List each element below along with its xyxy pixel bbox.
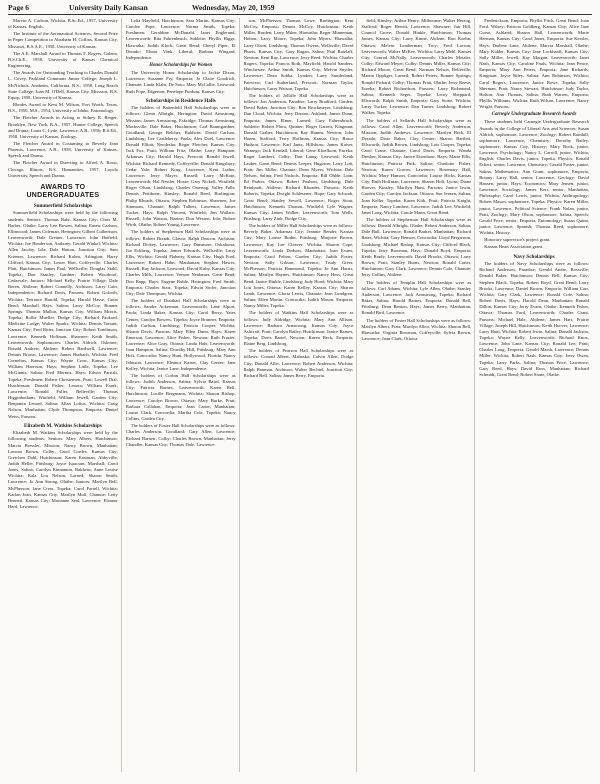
subheading-residence-halls: Scholarships in Residence Halls bbox=[145, 97, 216, 104]
page-number: Page 6 bbox=[8, 2, 30, 12]
subheading-carnegie: Carnegie Undergraduate Research Awards bbox=[491, 112, 577, 118]
paragraph: Summerfield Scholarships were held by the following students: Seniors: Thomas Bahr, Kansas City; Chris M. Barber, Olathe; Larry Lee Bowen, Salina; Ernest Carlson, Ellinwood; James Coleman, Herington; Gilbert Culbertson, Leavenworth; Dale Greiner, Lawrence; John Hatfield, Wichita; Joe Henderson, Anthony; Gerald Winkel; Wichita; Allen Jacoby, Iola; Dale Hutton, Junction City; Sam Kroener, Lawrence; Richard Kohm, Arlington; Harry Clifford, Kansas City; Lester Hart, Coffeyville; Charles Platt, Hutchinson; James Paul, Wellsville; Douglas Stahl, Topeka; Don Stanley, Gardner; Robert Woodroof, Cedarvale; Juniors: Michael Kelly, Prairie Village; Dale Beren, Abilene; Robert Connelly, Atchison; Larry Cain, Independence; Richard Davis, Parsons; Robert Goforth, Wichita; Terrance Harold, Topeka; Harold Hasse, Great Bend; Marshall Hays, Salina; Larry McCoy, Bonner Springs; Thomas Mallon, Kansas City; William Morris, Topeka; Rollie Mueller, Dodge City; Richard Packard, Medicine Lodge; Walter Sparks, Wichita; Dennis Tarrant, Kansas City; Fred Ritter, Junction City; Robert Tomlinson, Lawrence; Kenneth Hoffman, Shawnee; Keith Smith, Leavenworth; Sophomores: Charles Aldrich, Osborne; Ronald Andrew, Abilene; Robert Bardwell, Lawrence; Dennis Brown, Lawrence; James Burbach, Wichita; Fred Cornelius, Kansas City; Wayne Crow, Kansas City; William Harrison, Hays; Stephen Little, Topeka; Lee McGinnis, Salina; Fred Mermis, Hays; Edwin Parrish, Topeka; Freshmen: Robert Christensen, Pratt; Lowell Dial, Hutchinson; Donald Fisher, Lenora; William Frank, Lawrence; Ronald Fuller, Belleville; Thomas Higginbotham, Winfield; William Jewell, Garden City; Benjamin Lenard, Salina; Allan Loftus, Wichita; Craig Nelson, Manhattan; Clyde Thompson, Emporia; Daniel Weiss, Parsons. bbox=[8, 210, 118, 419]
paragraph: These students held Carnegie Undergraduate Research Awards in the College of Liberal Arts and Sciences: Susan Aldrich, sophomore, Lawrence, Zoology; Robert Barnhill, sophomore, Lawrence, Chemistry; Dorothy Bailey, sophomore, Kansas City, History; Mary Bock, junior, Lawrence, Psychology; Nancy L. Carroll, junior, Wichita, English; Charles Davis, junior, Topeka, Physics; Ronald Eckert, senior, Lawrence, Chemistry; Gerald Foster, junior, Salina, Mathematics; Ann Grant, sophomore, Emporia, Botany; Larry Hall, senior, Lawrence, Geology; David Hansen, junior, Hays, Economics; Mary Jensen, junior, Lawrence, Sociology; James Kerr, senior, Manhattan, Philosophy; Carol Lewis, junior, Wichita, Anthropology; Robert Mason, sophomore, Topeka, Physics; Karen Miller, junior, Lawrence, Political Science; Frank Nolan, junior, Pratt, Zoology; Mary Olson, sophomore, Salina, Speech; Gerald Price, senior, Emporia, Entomology; Susan Quinn, junior, Lawrence, Spanish; Thomas Reed, sophomore, Wichita, History. bbox=[479, 119, 589, 236]
paragraph: The holders of Foster Hall Scholarships were as follows: Marilyn Albert, Pratt; Marilyn Allen, Wichita; Sharon Bell, Hiawatha; Virginia Bowman, Coffeyville; Sylvia Brown, Lawrence; Joan Clark, Ottawa. bbox=[361, 317, 472, 341]
issue-date: Wednesday, May 20, 1959 bbox=[191, 2, 275, 12]
subheading-honor-women: Honor Scholarships for Women bbox=[149, 63, 213, 69]
column-1 bbox=[8, 18, 122, 772]
paragraph: The University Honor Scholarship to Jackie Dixon, Lawrence; Susanne Fry, Emporia; Jo Claire Goodrich, Chanute; Linda Klahr, De Soto; Mary McCallie, Leawood; Ruth Pope, Edgerton; Penelope Purdum, Kansas City. bbox=[125, 70, 236, 94]
subheading-watkins: Elizabeth M. Watkins Scholarships bbox=[24, 422, 102, 429]
paragraph: Frederickson, Emporia; Phyllis Fitch, Great Bend; Joan Ford, Wilsey; Patricia Goldberg, Kansas City; Alice Jane Gorse, Ashland; Sharon Hall, Leavenworth; Marie Herman, Kansas City; Carol Jones, Emporia; Sue Kessler, Hays; Darlene Lane, Abilene; Marcia Marshall, Olathe; Mary Kidder, Kansas City; Jane Lockhardt, Kansas City; Sally Miller, Jewell; Kay Morgan, Leavenworth; Janet Nash, Kansas City; Caroline Pauls, Wichita; Jean Pence, Emporia; Mary Ann Peters, Emporia; Jane Richards, Kingman; Joyce Riley, Salina; Ann Robinson, Wichita; Carol Rogers, Lawrence; Janice Rowe, Topeka; Sally Sherman, Pratt; Nancy Stewart, Hutchinson; Judy Taylor, Holton; Ann Thomas, Salina; Ruth Warren, Emporia; Phyllis Williams, Wichita; Ruth Wilson, Lawrence; Nancy Wright, Parsons. bbox=[479, 18, 589, 110]
page-header bbox=[8, 0, 592, 15]
paragraph: The holders of Stephenson Hall Scholarships were as follows: Robert Brandt, Glasco; Ralph Deacon, Atchison; Richard Dickey, Lawrence; Gary Dinsmore, Oskaloosa; Joe Eckberg, Topeka; James Edwards, Wellsville; Larry Ellis, Wichita; Gerald Flaherty, Kansas City; Hugh Ford, Lawrence; Robert Hahn, Manhattan; Stephen Hawes, Russell; Ray Jackson, Leawood; David Kirby, Kansas City; Charles Mills, Lawrence; Vernon Neubauer, Great Bend; Don Rapp, Hays; Eugene Ruble, Herington; Fred Smith, Emporia; Charles Starr, Topeka; Edwin Stofer, Junction City; Dale Thompson, Wichita. bbox=[125, 229, 236, 296]
paragraph: The Fletcher Award in Directing to Alfred A. Rossi, Chicago, Illinois, B.S. Humanities, 1957, Loyola University, Speech and Drama. bbox=[8, 160, 118, 178]
column-4 bbox=[361, 18, 475, 772]
paragraph: The holders of Jolliffe Hall Scholarships were as follows: Jon Anderson, Paradise; Larry Bradford, Garden; David Baker, Junction City; Ron Brockmeyer, Lindsborg; Dan Cloud, Wichita; Jerry Denton, Ashland; James Dunn, Emporia; James Elmer, Larned; Gary Fahrenbruch, Sublette; Robert Flora, Quinter; Roger Garrett, Kingman; Donald Graber, Hutchinson; Ray Hamm, Newton; John Hazen, Stafford; Terry Hoffman, Kansas City; Bruce Hudson, Lawrence; Karl Jantz, Hillsboro; James Kaiser, Wamego; Jack Kendall, Liberal; Gene Kloefkorn, Eureka; Roger Lambert, Colby; Don Laing, Leawood; Keith Lauber, Great Bend; Dennis Leeper, Hugoton; Larry Lott, Pratt; Jim Miller, Chanute; Dean Myers, Wichita; Dale Nelson, Salina; Fred Nichols, Emporia; Bill Ohlde, Linn; Ed Parker, Ottawa; Robert Paulsen, Lindsborg; Dale Reinhardt, Abilene; Richard Rhoades, Parsons; Keith Roberts, Topeka; Dwight Schlesener, Hope; Gary Schwab, Great Bend; Stanley Sewell, Lawrence; Roger Stout, Hutchinson; Kenneth Thomas, Winfield; Lyle Wagner, Kansas City; James Walker, Leavenworth; Tom Wells, Pittsburg; Larry Zink, Dodge City. bbox=[243, 92, 354, 221]
paragraph: Rhodes Award to Kent M. Wilson, Fort Worth, Texas, B.S., 1950, M.S., 1954, University of Idaho, Entomology. bbox=[8, 102, 118, 114]
paragraph: The Awards for Outstanding Teaching to Charles Donald L. Covey, Parkland Commons Junior College; Joseph L. McNichols, Anaheim, California, B.S., 1958, Long Beach State College; Joan M. O'Dell, Kansas City, Missouri, B.S. Equip, 1958, University of Kansas. bbox=[8, 70, 118, 100]
paragraph: son, McPherson; Thomas Lowe, Burlington; Kent McCoy, Emporia; Dennis McCoy, Hutchinson; Keith Miller, Burden; Larry Milne, Hiawatha; Roger Minneman, Holton; Larry Moore, Topeka; John Myers, Hiawatha; Larry Olson, Lindsborg; Thomas Owens, Wellsville; David Pharis, Kansas City; Gary Ragan, Salina; Paul Ratzlaff, Newton; Kent Ray, Lawrence; Jerry Reed, Wichita; Charles Rogers, Topeka; Francis Roth, Mayfield; Harold Sanders, Winchester; Arthur Smith, Kansas City; Melvin Snyder, Lawrence; Dean Sobba, Lyndon; Larry Sunderland, Fairview; Carl Sutherland, Prescott; Norman Taylor, Hutchinson; Larry Watson, Topeka. bbox=[243, 18, 354, 91]
paragraph: The holders of Watkins Hall Scholarships were as follows: Judy Aldridge, Wichita; Mary Ann Allison, Lawrence; Barbara Armstrong, Kansas City; Joyce Ashcraft, Pratt; Carolyn Bailey, Hutchinson; Janice Barnes, Topeka; Doris Bartel, Newton; Karen Beck, Emporia; Elaine Berg, Lindsborg. bbox=[243, 310, 354, 347]
paragraph: Kansas Heart Association grant. bbox=[484, 244, 544, 250]
paragraph: Honorary supervisor's project grant. bbox=[484, 237, 551, 243]
paragraph: The holders of Templin Hall Scholarships were as follows: Carl Adams, Wichita; Lyle Allen, Olathe; Stanley Anderson, Lawrence; Jack Armstrong, Topeka; Richard Baker, Salina; Harold Barnes, Emporia; Donald Bell, Pittsburg; Dean Benton, Hays; James Berry, Manhattan; Ronald Bird, Lawrence. bbox=[361, 279, 472, 316]
subheading-navy: Navy Scholarships bbox=[513, 253, 555, 260]
paragraph: Lelia Mayfield, Hutchinson; Sara Martin, Kansas City; Carolee Pope, Lawrence; Norma Smith, Topeka; Freshmen: Geraldine McDonald, Janet Englerand, Leavenworth; Rita Fahrenbruch, Sublette; Phyllis Higgs, Hiawatha; Judith Klock, Great Bend; Cheryl Piper, El Dorado; Elinor Vonk, Liberal; Barbara Wingard, Independence. bbox=[125, 18, 236, 60]
paragraph: The Fletcher Award in Costuming to Beverly Jean Phoenix, Lawrence, A.B., 1958, University of Kansas, Speech and Drama. bbox=[8, 140, 118, 159]
paragraph: field; Kinsley; Arthur Henry, Milbourne; Walter Herzog, Stafford; Roger Hewitt, Lawrence; Shawnee; Jan Hill, Council Grove; Donald Hinkle, Hutchinson; Thomas James, Kansas City; Larry Kinne, Abilene; Ron Koehn, Ottawa; Melvin Leatherman, Troy; Fred Lorson, Leavenworth; Walter McKee, Wichita; Larry Mehl, Kansas City; Conrad McNally, Leavenworth; Charles Metzler, Colby; Edward Meyer, Colby; Dennis Miller, Kansas City; Richard Moore, Great Bend; Norman Nelson, Belleville; Martin Oppliger, Larned; Robert Peters, Bonner Springs; Ronald Pickard, Colby; Thomas Pratt, Olathe; Jerry Reese, Eureka; Robert Richardson, Parsons; Larry Richmond, Salina; Kenneth Seger, Topeka; Leroy Sheppard, Ellsworth; Ralph Smith, Emporia; Gary Stone, Wichita; Larry Tucker, Lawrence; Dan Turner, Lindsborg; Robert Walker, Topeka. bbox=[361, 18, 472, 116]
paragraph: The Institute of the Aeronautical Sciences, Second Prize in Paper Competition to Abraham H. Collins, Kansas City, Missouri, B.S.A.E., 1958, University of Kansas. bbox=[8, 31, 118, 49]
section-heading-awards: AWARDS TO UNDERGRADUATES bbox=[26, 183, 100, 199]
paragraph: Elizabeth M. Watkins Scholarships were held by the following students: Seniors: Mary Albers, Hutchinson; Marcia Bressler, Mission; Nancy Brown, Manhattan; Lavona Brown, Colby; Carol Cordes, Kansas City; Gretchen Dahl, Hutchinson; Karen Eastman, Abbyville; Judith Heller, Pittsburg; Joyce Isaacson, Marshall; Carol Jones, Salina; Carolyn Kinnamon, Baldwin; Anne Louise Wichita; Kala Lou Nelson, Larned; Sharon Smith, Lawrence; Jo Ann Strong, Olathe; Juniors: Marilyn Bell, McPherson; Jane Cress, Topeka; Carol Farrell, Wichita; Karlan Jean, Kansas City; Marilyn Mull, Chanute; Letty Bennett, Kansas City; Marianne Seal, Lawrence; Eleanor Herd, Lawrence. bbox=[8, 430, 118, 510]
paragraph: The holders of Foster Hall Scholarships were as follows: Charles Anderson, Goodland; Gary Allen, Lawrence; Richard Barnett, Colby; Charles Brown, Manhattan; Jerry Chandler, Kansas City; Thomas Dale, Lawrence. bbox=[125, 423, 236, 447]
paragraph: The Fletcher Awards in Acting to Sidney B. Berger, Brooklyn, New York, B.A., 1957, Hunter College, Speech and Drama; Louis C. Lyde, Lawrence, A.B., 1956; B.S.Ed., 1958, University of Kansas, Zoology. bbox=[8, 115, 118, 139]
paragraph: The holders of Miller Hall Scholarships were as follows: Beverly Baker, Arkansas City; Jeannie Bender, Kansas City; Mary Louise Bodin, Pittsburg; Marjorie Brown, Lawrence; Kay Lee Cleaver, Wichita; Sharon Cope, Leavenworth; Linda Dodson, Manhattan; Joan Evans, Emporia; Carol Felton, Garden City; Judith Foster, Newton; Sally Gibson, Lawrence; Trudy Greer, McPherson; Patricia Hammond, Topeka; Jo Ann Harris, Salina; Marilyn Haynes, Hutchinson; Nancy Hess, Great Bend; Janice Hinkle, Lindsborg; Judy Hood, Wichita; Mary Lou Jones, Ottawa; Karen Kelley, Kansas City; Sharon Lamb, Lawrence; Gloria Lewis, Chanute; Jean Lundgren, Salina; Ellen Martin, Concordia; Judith Mason, Emporia; Nancy Miller, Topeka. bbox=[243, 223, 354, 309]
paragraph: The holders of Pearson Hall Scholarships were as follows: Conrad Albert, Mahaska; Calvin Allen, Dodge City; Donald Aller, Lawrence; Robert Anderson, Wichita; Ralph Bauman, Atchison; Walter Bechtel, Junction City; Richard Bell, Salina; James Berry, Emporia. bbox=[243, 348, 354, 378]
paragraph: The A.E. Marshall Award to Thomas F. Rogers, Galena, B.S.Ch.E., 1958, University of Kansas Chemical Engineering. bbox=[8, 50, 118, 69]
paragraph: The holders of Navy Scholarships were as follows: Richard Anderson, Paradise; Gerald Andre, Rossville; Donald Baker, Hutchinson; Dennis Bell, Kansas City; Stephen Black, Topeka; Robert Boyd, Great Bend; Larry Brooks, Lawrence; Daniel Brown, Emporia; William Carr, Wichita; Gary Clark, Lawrence; Ronald Cole, Salina; Robert Davis, Hays; Harold Dean, Manhattan; Ronald Dillon, Kansas City; Jerry Evans, Olathe; Kenneth Fisher, Ottawa; Thomas Ford, Leavenworth; Charles Grant, Parsons; Michael Hale, Abilene; James Hart, Prairie Village; Joseph Hill, Hutchinson; Keith Hoover, Lawrence; Larry Hunt, Wichita; Robert Irwin, Salina; Donald Jackson, Topeka; Wayne Kelly, Leavenworth; Richard Knox, Lawrence; John Lane, Kansas City; Ronald Lee, Pratt; Charles Long, Emporia; Gerald Marsh, Lawrence; Dennis Miller, Wichita; Robert Nash, Kansas City; Jerry Owen, Topeka; Larry Parks, Salina; Thomas Price, Lawrence; Gary Reed, Hays; David Ross, Manhattan; Richard Schmidt, Great Bend; Robert Stone, Olathe. bbox=[479, 261, 589, 377]
paragraph: The holders of Battenfeld Hall Scholarships were as follows: Glenn Albright, Herington; David Armstrong, Mission; James Armstrong, Eskridge; Thomas Armstrong, Macksville; Dale Baker, Hutchinson; Carl Baumgardner, Goodland; George Belcher, Baldwin; David Carlson, Lindsborg; Lee Castleberry, Paola; Alex Doel, Lawrence; Donald Elliott, Neodesha; Roger Fletcher, Kansas City; Jack Fox, Pratt; William Fritz, Olathe; Larry Hampton, Arkansas City; Harold Hays, Prescott; Ronald Jewell, Wichita; Richard Kennedy, Coffeyville; Donald Kingsbury, Cedar Vale; Robert Krug, Lawrence; Kent Luther, Lawrence; Jerry Mayer, Russell; Larry McKain, Leavenworth; Hal Nestler, Hoxie; Gary Nickell, Winfield; Roger Olson, Lindsborg; Charles Ostertag, Valley Falls; Dennis Pettibone, Kinsley; Ronald Reed, Burlington; Philip Rhoads, Ottawa; Stephen Robinson, Shawnee; Joe Simmons, Chanute; Ralph Talbert, Lawrence; James Tucker, Hays; Ralph Vincent, Winfield; Jim Wallace, Russell; John Watson, Bazine; Don Weston, Iola; Robert Wirth, Olathe; Robert Young, Lawrence. bbox=[125, 105, 236, 228]
paragraph: The holders of Corbin Hall Scholarships were as follows: Judith Anderson, Salina; Sylvia Baird, Kansas City; Patricia Barnes, Leavenworth; Karen Bell, Hutchinson; Lucille Bergmann, Wichita; Sharon Bishop, Lawrence; Carolyn Brown, Ottawa; Mary Burke, Pratt; Barbara Callahan, Emporia; Joan Carter, Manhattan; Louise Clark, Concordia; Martha Cole, Topeka; Nancy Collins, Garden City. bbox=[125, 372, 236, 422]
article-columns bbox=[8, 18, 592, 772]
paragraph: The holders of Stephenson Hall Scholarships were as follows: Donald Albright, Olathe; Robert Anderson, Salina; Dale Ball, Lawrence; Ronald Barker, Manhattan; Richard Bates, Wichita; Gary Benson, Concordia; Lloyd Bergstrom, Lindsborg; Michael Bishop, Kansas City; Clifford Black, Topeka; Jerry Bowman, Hays; Donald Boyd, Emporia; Keith Brady, Leavenworth; David Brooks, Ottawa; Larry Brown, Pratt; Stanley Burns, Newton; Ronald Carter, Hutchinson; Gary Clark, Lawrence; Dennis Cole, Chanute; Jerry Collins, Abilene. bbox=[361, 217, 472, 278]
column-5 bbox=[479, 18, 592, 772]
paragraph: The holders of Douthart Hall Scholarships were as follows: Sandra Ackerman, Leavenworth; Lane Alport, Paola; Linda Baker, Kansas City; Carol Berry, Yates Center; Carolyn Bowers, Topeka; Joyce Brunner, Emporia; Judith Carlson, Lindsborg; Patricia Cooper, Wichita; Sharon Davis, Parsons; Mary Ellen Dunn, Hays; Karen Emerson, Lawrence; Alice Fisher, Newton; Ruth Frazier, Lawrence; Alice Gray, Ottawa; Linda Hale, Leavenworth; Joan Hampton, Salina; Dorothy Hill, Pittsburg; Mary Ann Holt, Concordia; Nancy Hunt, Hollywood, Florida; Nancy Johnson, Lawrence; Eleanor Kaiser, Clay Center; Jane Kelley, Wichita; Janice Lane, Independence. bbox=[125, 298, 236, 371]
subheading-summerfield: Summerfield Scholarships bbox=[33, 202, 93, 209]
column-3 bbox=[244, 18, 358, 772]
paragraph: Marvin A. Carlson, Wichita, B.Sc.Ed., 1957, University of Kansas, English. bbox=[8, 18, 118, 30]
column-2 bbox=[126, 18, 240, 772]
newspaper-page bbox=[8, 0, 592, 772]
paragraph: The holders of Sellards Hall Scholarships were as follows: Carol Allen, Leavenworth; Beverly Anderson, Mission; Judith Andrews, Lawrence; Marilyn Beck, El Dorado; Dixie Baker, Clay Center; Sharon Bartlett, Ellsworth; Judith Brown, Lindsborg; Lois Cooper, Topeka; Carol Crane, Chanute; Carol Davis, Emporia; Wanda Dresher, Kansas City; Janice Eisenhour, Hays; Marie Ellis, Hutchinson; Patricia Fink, Salina; Charlotte Fisher, Newton; Karen Graves, Lawrence; Rosemary Hall, Wichita; Mary Hanson, Concordia; Louise Hicks, Kansas City; Ruth Hoffman, Lawrence; Sharon Holt, Lyons; Diane Hoover, Kinsley; Marilyn Hunt, Parsons; Janice Irwin, Garden City; Carolyn Jackson, Ottawa; Sue Jensen, Salina; Joan Keller, Topeka; Karen Kirk, Pratt; Patricia Knight, Emporia; Nancy Lambert, Lawrence; Judith Lee, Winfield; Janet Long, Wichita; Carole Mann, Great Bend. bbox=[361, 117, 472, 215]
newspaper-name: University Daily Kansan bbox=[69, 2, 148, 12]
